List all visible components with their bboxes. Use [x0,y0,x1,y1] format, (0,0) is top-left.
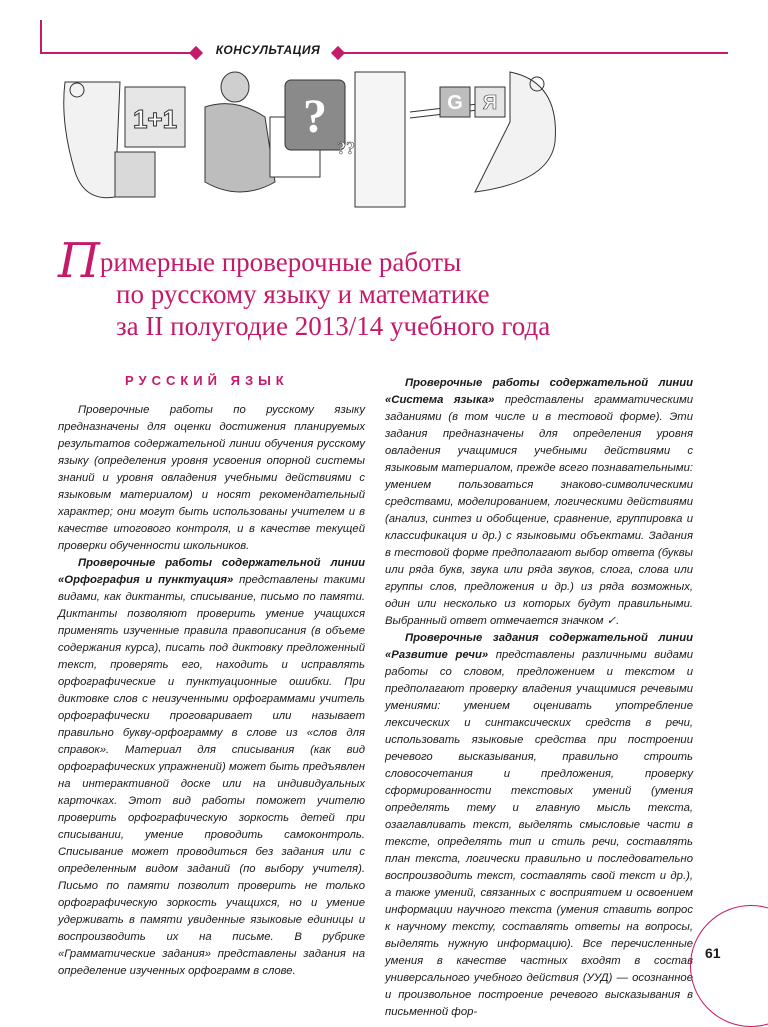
tile-math-text: 1+1 [132,104,178,134]
column [115,152,155,197]
title-line3: за II полугодие 2013/14 учебного года [116,311,551,341]
title-initial: П [58,233,100,289]
section-label: КОНСУЛЬТАЦИЯ [215,43,321,57]
figure-body [205,104,275,192]
right-paragraph-1-body: представлены грамматическими заданиями (в том числе и в тестовой форме). Эти задания предназначены для определения уровня овладения учащимися учебными действиями с языковым материалом, прежде всего познавательными: умением пользоваться знаково-символическими средствами, моделированием, логическими действиями (анализ, синтез и обобщение, сравнение, группировка и классификация и др.) с языковыми объектами. Задания в тестовой форме предполагают выбор ответа (буквы или ряда букв, звука или ряда звуков, слога, слова или группы слов, предложения и др.) из ряда возможных, один или несколько из которых будут правильными. Выбранный ответ отмечается значком ✓. [385,394,693,627]
right-paragraph-2-lead: Проверочные задания содержательной линии «Развитие речи» [385,632,693,661]
left-paragraph-1: Проверочные работы по русскому языку предназначены для оценки достижения планируемых результатов содержательной линии обучения русскому языку (определения уровня усвоения опорной системы знаний и уровня овладения учебными действиями с языковым материалом) и носят рекомендательный характер; они могут быть использованы учителем и в качестве итогового контроля, и в качестве текущей проверки обученности школьников. [58,404,365,552]
page-number: 61 [705,945,721,961]
left-column [58,402,365,980]
right-paragraph-1 [385,375,693,630]
title-line2: по русскому языку и математике [116,279,490,309]
right-paragraph-1-lead: Проверочные работы содержательной линии «Система языка» [385,377,693,406]
right-paragraph-2 [385,630,693,1021]
left-vertical-rule [40,20,42,53]
scroll-left [64,82,120,198]
subject-heading: РУССКИЙ ЯЗЫК [125,373,289,388]
header-diamond-left [189,46,203,60]
header-rule-left [40,52,196,54]
left-paragraph-2-lead: Проверочные работы содержательной линии «Орфография и пунктуация» [58,557,365,586]
header-illustration [55,62,565,212]
left-paragraph-2 [58,555,365,980]
right-column [385,375,693,1021]
small-question-marks: ?? [337,138,355,158]
left-paragraph-2-body: представлены такими видами, как диктанты, списывание, письмо по памяти. Диктанты позволяют проверить умение учащихся применять изученные правила правописания (в объеме содержания курса), писать под диктовку предложенный текст, проверять его, находить и исправлять орфографические и пунктуационные ошибки. При диктовке слов с неизученными орфограммами учитель орфографически проговаривает или называет правильно букву-орфограмму в слове из «слов для справок». Материал для списывания (как вид орфографических упражнений) может быть предъявлен на интерактивной доске или на индивидуальных карточках. Этот вид работы поможет учителю проверить орфографическую зоркость детей при списывании, умение проводить самоконтроль. Списывание может проводиться без задания или с определенным видом заданий (по выбору учителя). Письмо по памяти позволит проверить не только орфографическую зоркость учащихся, но и умение удерживать в памяти увиденные языковые единицы и воспроизводить их на письме. В рубрике «Грамматические задания» представлены задания на определение изученных орфограмм в слове. [58,574,365,977]
figure-head [221,72,249,102]
title-line1: римерные проверочные работы [99,247,462,277]
tile-question-text: ? [303,90,327,143]
page-corner-arc [690,905,768,1027]
tile-g-text: G [447,92,463,114]
tile-r-text: R [482,92,498,114]
picture-frame [355,72,405,207]
article-title [58,233,708,342]
header-rule-right [338,52,728,54]
right-paragraph-2-body: представлены различными видами работы со словом, предложением и текстом и предполагают проверку владения учащимися речевыми умениями: умением оценивать употребление лексических и синтаксических средств в речи, использовать языковые средства при построении речевого высказывания, правильно строить словосочетания и предложения, проверку сформированности текстовых умений (умения определять тему и главную мысль текста, озаглавливать текст, выделять смысловые части в тексте, определять тип и стиль речи, составлять план текста, логически правильно и последовательно воспроизводить текст, составлять свой текст и др.), а также умений, связанных с восприятием и освоением информации научного текста (умения ставить вопрос к научному тексту, составлять ответы на вопросы, выделять нужную информацию). Все перечисленные умения в качестве частных входят в состав универсального учебного действия (УУД) — осознанное и произвольное построение речевого высказывания в письменной фор- [385,649,693,1018]
